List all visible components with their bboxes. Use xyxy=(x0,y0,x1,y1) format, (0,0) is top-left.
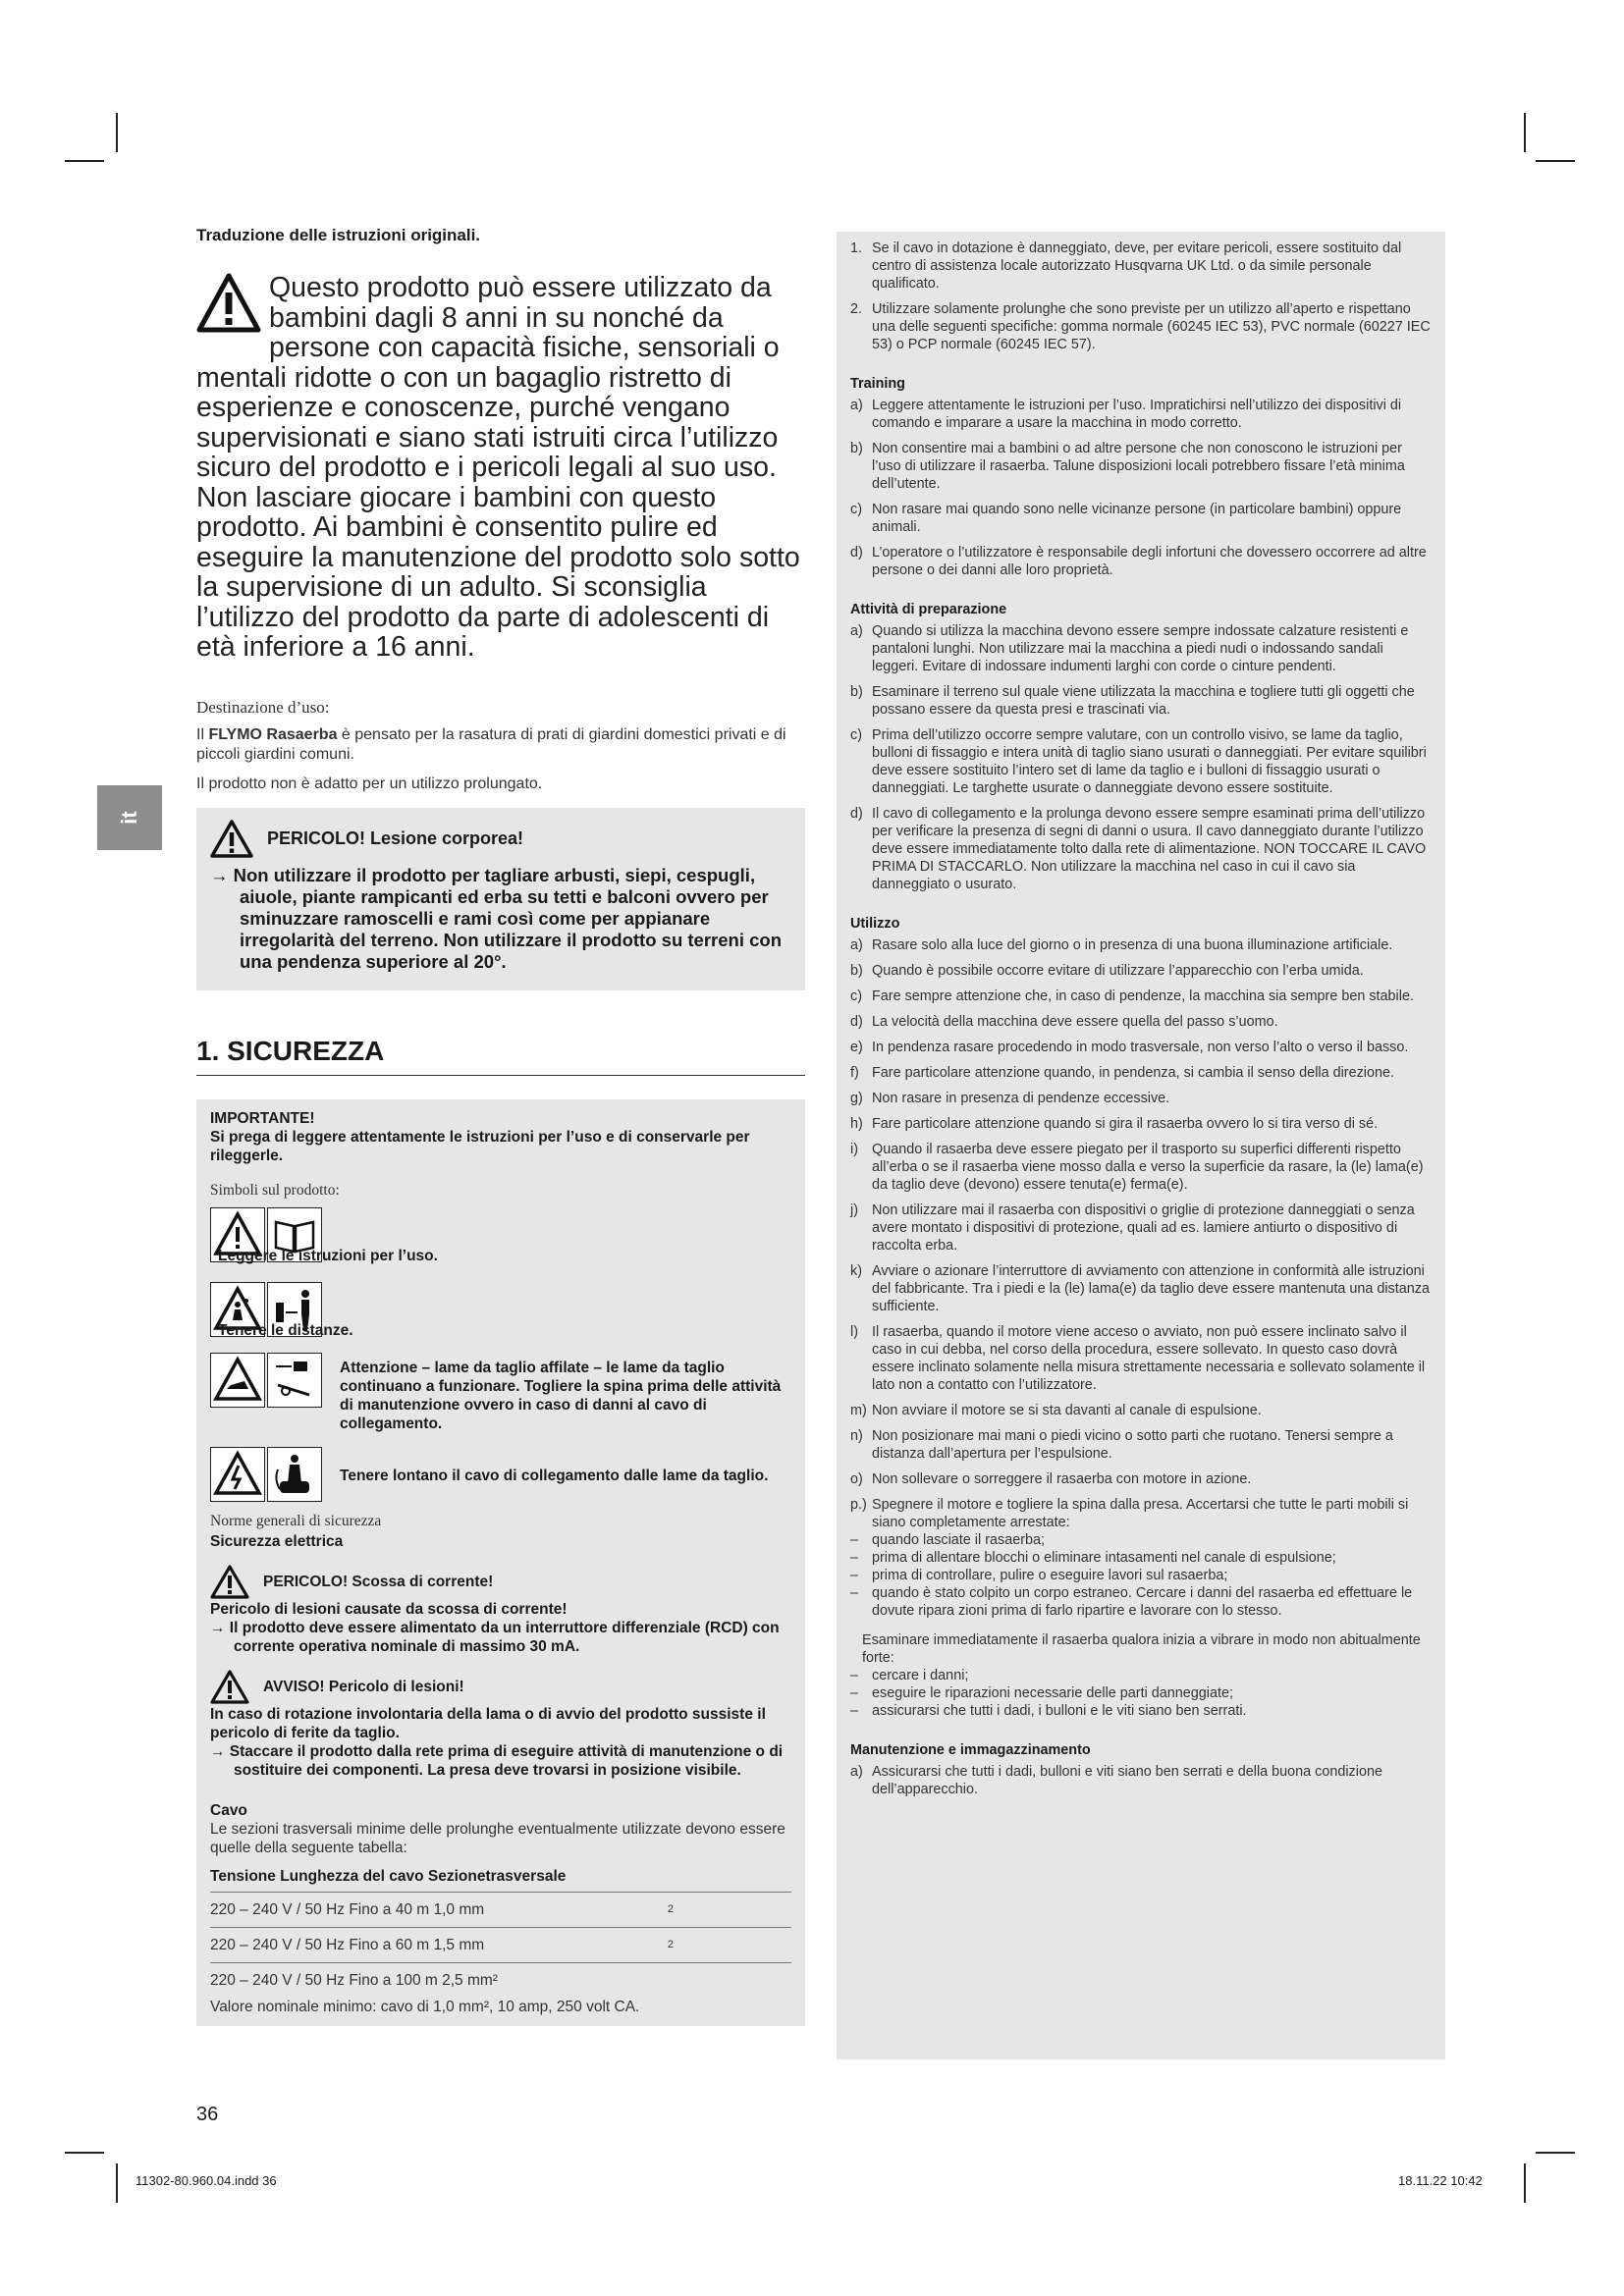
dash-item xyxy=(850,1702,1432,1720)
warning-paragraph: Questo prodotto può essere utilizzato da bambini dagli 8 anni in su nonché da persone con capacità fisiche, sensoriali o mentali ridotte o con un bagaglio ristretto di esperienze e conoscenze, purché vengano supervisionati e siano stati istruiti circa l’utilizzo sicuro del prodotto e i pericoli legali al suo uso. Non lasciare giocare i bambini con questo prodotto. Ai bambini è consentito pulire ed eseguire la manutenzione del prodotto solo sotto la supervisione di un adulto. Si sconsiglia l’utilizzo del prodotto da parte di adolescenti di età inferiore a 16 anni. xyxy=(196,272,800,663)
list-label: f) xyxy=(850,1065,859,1081)
list-label: a) xyxy=(850,398,863,413)
dash-text: eseguire le riparazioni necessarie delle parti danneggiate; xyxy=(872,1685,1233,1701)
list-text: Il cavo di collegamento e la prolunga devono essere sempre esaminati prima dell’utilizzo per verificare la presenza di segni di danni o usura. Il cavo danneggiato durante l’utilizzo deve essere immediatamente tolto dalla rete di alimentazione. NON TOCCARE IL CAVO PRIMA DI STACCARLO. Non utilizzare la macchina nel caso in cui il cavo sia danneggiato o usurato. xyxy=(872,806,1427,892)
list-label: b) xyxy=(850,684,863,700)
warning-triangle-icon xyxy=(210,820,253,859)
list-label: e) xyxy=(850,1040,863,1055)
preparation-heading: Attività di preparazione xyxy=(850,602,1007,617)
table-row xyxy=(210,1893,791,1928)
cable-text: Le sezioni trasversali minime delle prolunghe eventualmente utilizzate devono essere quelle della seguente tabella: xyxy=(210,1820,785,1856)
list-item xyxy=(850,544,1432,579)
list-text: Avviare o azionare l’interruttore di avviamento con attenzione in conformità alle istruzioni del fabbricante. Tra i piedi e la (le) lama(e) da taglio deve essere mantenuta una distanza sufficiente. xyxy=(872,1263,1430,1314)
symbol-row xyxy=(210,1282,791,1345)
list-label: b) xyxy=(850,963,863,979)
danger-heading: PERICOLO! Lesione corporea! xyxy=(267,828,524,848)
list-item xyxy=(850,683,1432,719)
danger-box xyxy=(196,808,805,990)
symbol-text: Leggere le istruzioni per l’uso. xyxy=(218,1247,438,1264)
footer-date: 18.11.22 10:42 xyxy=(1398,2173,1483,2188)
list-item xyxy=(850,936,1432,954)
destination-line2: Il prodotto non è adatto per un utilizzo prolungato. xyxy=(196,774,543,792)
dash-marker: – xyxy=(850,1585,859,1601)
crop-mark xyxy=(65,2152,104,2154)
list-text: Fare sempre attenzione che, in caso di pendenze, la macchina sia sempre ben stabile. xyxy=(872,988,1414,1004)
footer-file-name: 11302-80.960.04.indd 36 xyxy=(135,2173,277,2188)
list-item xyxy=(850,501,1432,536)
list-text: Quando si utilizza la macchina devono essere sempre indossate calzature resistenti e pantaloni lunghi. Non utilizzare mai la macchina a piedi nudi o indossando sandali leggeri. Evitare di indossare indumenti larghi con corde o cinture pendenti. xyxy=(872,623,1409,674)
list-label: o) xyxy=(850,1471,863,1487)
list-item xyxy=(850,1201,1432,1255)
electrical-safety-heading: Sicurezza elettrica xyxy=(210,1532,344,1550)
list-item xyxy=(850,1013,1432,1031)
crop-mark xyxy=(1524,113,1526,152)
list-item xyxy=(850,1115,1432,1133)
list-text: Il rasaerba, quando il motore viene acceso o avviato, non può essere inclinato salvo il caso in cui debba, nel corso della procedura, essere sollevato. In questo caso dovrà essere inclinato solamente nella misura strettamente necessaria e sollevato solamente il lato non a contatto con l’utilizzatore. xyxy=(872,1324,1426,1393)
list-label: d) xyxy=(850,806,863,822)
dash-item xyxy=(850,1549,1432,1567)
list-label: d) xyxy=(850,545,863,561)
table-row xyxy=(210,1928,791,1963)
list-text: L’operatore o l’utilizzatore è responsabile degli infortuni che dovessero occorrere ad altre persone o dei danni alle loro proprietà. xyxy=(872,545,1427,578)
left-column xyxy=(196,226,805,2026)
dash-marker: – xyxy=(850,1668,859,1683)
list-item xyxy=(850,1763,1432,1798)
list-item xyxy=(850,1427,1432,1463)
list-label: a) xyxy=(850,623,863,639)
warning-paragraph-block xyxy=(196,273,805,663)
warning-triangle-icon xyxy=(196,273,261,334)
general-safety-heading: Norme generali di sicurezza xyxy=(210,1512,382,1529)
list-text: Non consentire mai a bambini o ad altre persone che non conoscono le istruzioni per l’uso di utilizzare il rasaerba. Talune disposizioni locali potrebbero fissare l’età minima dell’utente. xyxy=(872,441,1405,492)
table-cell: 220 – 240 V / 50 Hz Fino a 100 m 2,5 mm² xyxy=(210,1971,498,1989)
dash-marker: – xyxy=(850,1685,859,1701)
cable-table xyxy=(210,1867,791,1998)
language-tab-label: it xyxy=(117,811,141,825)
shock-danger-heading: PERICOLO! Scossa di corrente! xyxy=(263,1574,494,1590)
list-item xyxy=(850,1402,1432,1419)
dash-text: prima di controllare, pulire o eseguire lavori sul rasaerba; xyxy=(872,1568,1228,1583)
list-item xyxy=(850,240,1432,293)
list-item xyxy=(850,1039,1432,1056)
list-label: d) xyxy=(850,1014,863,1030)
table-cell: 220 – 240 V / 50 Hz Fino a 60 m 1,5 mm xyxy=(210,1936,485,1953)
list-text: Non posizionare mai mani o piedi vicino o sotto parti che ruotano. Tenersi sempre a distanza dall’apertura per l’espulsione. xyxy=(872,1428,1393,1462)
injury-warning-instruction: → Staccare il prodotto dalla rete prima di eseguire attività di manutenzione o di sostituire dei componenti. La presa deve trovarsi in posizione visibile. xyxy=(210,1742,784,1779)
list-item xyxy=(850,962,1432,980)
dash-text: prima di allentare blocchi o eliminare intasamenti nel canale di espulsione; xyxy=(872,1550,1336,1566)
list-text: Non utilizzare mai il rasaerba con dispositivi o griglie di protezione danneggiati o senza avere montato i dispositivi di protezione, quali ad es. lamiere antiurto o dispositivo di raccolta erba. xyxy=(872,1202,1415,1254)
crop-mark xyxy=(1524,2163,1526,2203)
cable-away-from-blades-icon xyxy=(267,1447,322,1502)
list-text: Non avviare il motore se si sta davanti al canale di espulsione. xyxy=(872,1403,1262,1418)
list-label: j) xyxy=(850,1202,858,1218)
list-item xyxy=(850,1141,1432,1194)
list-label: c) xyxy=(850,727,862,743)
symbol-text: Tenere le distanze. xyxy=(218,1321,353,1339)
dash-text: quando è stato colpito un corpo estraneo. Cercare i danni del rasaerba ed effettuare le dovute ripara zioni prima di farlo ripartire e lavorare con lo stesso. xyxy=(872,1585,1413,1619)
symbol-row xyxy=(210,1447,791,1502)
translation-note: Traduzione delle istruzioni originali. xyxy=(196,226,481,244)
dash-marker: – xyxy=(850,1568,859,1583)
right-column xyxy=(837,232,1445,2059)
usage-heading: Utilizzo xyxy=(850,916,900,932)
dash-item xyxy=(850,1667,1432,1684)
list-text: Fare particolare attenzione quando, in pendenza, si cambia il senso della direzione. xyxy=(872,1065,1394,1081)
list-text: Quando è possibile occorre evitare di utilizzare l’apparecchio con l’erba umida. xyxy=(872,963,1364,979)
list-text: Assicurarsi che tutti i dadi, bulloni e viti siano ben serrati e della buona condizione dell’apparecchio. xyxy=(872,1764,1382,1797)
list-item xyxy=(850,1064,1432,1082)
destination-heading: Destinazione d’uso: xyxy=(196,697,330,717)
list-item xyxy=(850,440,1432,493)
list-item xyxy=(850,1262,1432,1315)
injury-warning-heading: AVVISO! Pericolo di lesioni! xyxy=(263,1679,464,1695)
important-text: Si prega di leggere attentamente le istruzioni per l’uso e di conservarle per rileggerle. xyxy=(210,1128,750,1164)
destination-text xyxy=(196,725,805,765)
list-item xyxy=(850,1470,1432,1488)
list-text: Leggere attentamente le istruzioni per l’uso. Impratichirsi nell’utilizzo dei dispositivi di comando e imparare a usare la macchina in modo corretto. xyxy=(872,398,1402,431)
danger-heading-row xyxy=(210,820,791,859)
list-text: Rasare solo alla luce del giorno o in presenza di una buona illuminazione artificiale. xyxy=(872,937,1393,953)
training-heading: Training xyxy=(850,376,905,392)
dash-item xyxy=(850,1567,1432,1584)
list-label: l) xyxy=(850,1324,858,1340)
language-tab xyxy=(97,785,162,850)
dash-text: cercare i danni; xyxy=(872,1668,969,1683)
shock-danger-instruction: → Il prodotto deve essere alimentato da un interruttore differenziale (RCD) con corrente operativa nominale di massimo 30 mA. xyxy=(210,1619,780,1655)
destination-prefix: Il xyxy=(196,725,209,743)
cable-table-header: Tensione Lunghezza del cavo Sezionetrasversale xyxy=(210,1867,791,1893)
list-text: Spegnere il motore e togliere la spina dalla presa. Accertarsi che tutte le parti mobili si siano completamente arrestate: xyxy=(872,1497,1409,1530)
list-label: n) xyxy=(850,1428,863,1444)
list-label: c) xyxy=(850,502,862,517)
injury-warning-text: In caso di rotazione involontaria della lama o di avvio del prodotto sussiste il pericolo di ferite da taglio. xyxy=(210,1705,766,1741)
crop-mark xyxy=(1536,160,1575,162)
injury-warning-heading-row xyxy=(210,1670,791,1705)
maintenance-heading: Manutenzione e immagazzinamento xyxy=(850,1742,1091,1758)
symbol-row xyxy=(210,1207,791,1274)
blade-warning-icon xyxy=(210,1353,265,1408)
list-item xyxy=(850,622,1432,675)
list-text: Utilizzare solamente prolunghe che sono previste per un utilizzo all’aperto e rispettano una delle seguenti specifiche: gomma normale (60245 IEC 53), PVC normale (60227 IEC 53) o PCP normale (60245 IEC 57). xyxy=(872,301,1431,352)
list-label: a) xyxy=(850,937,863,953)
table-cell: 220 – 240 V / 50 Hz Fino a 40 m 1,0 mm xyxy=(210,1900,485,1918)
page-number: 36 xyxy=(196,2104,219,2125)
warning-triangle-icon xyxy=(210,1670,249,1705)
list-label: c) xyxy=(850,988,862,1004)
crop-mark xyxy=(116,2163,118,2203)
brand-name: FLYMO Rasaerba xyxy=(208,725,338,743)
symbols-heading: Simboli sul prodotto: xyxy=(210,1181,340,1199)
cable-note: Valore nominale minimo: cavo di 1,0 mm², 10 amp, 250 volt CA. xyxy=(210,1998,640,2015)
list-item xyxy=(850,988,1432,1005)
warning-triangle-icon xyxy=(210,1565,249,1600)
list-item xyxy=(850,805,1432,893)
list-text: Prima dell’utilizzo occorre sempre valutare, con un controllo visivo, se lame da taglio, bulloni di fissaggio e intera unità di taglio siano usurati o danneggiati. Per evitare squilibri deve essere sostituito l’intero set di lame da taglio e i bulloni di fissaggio usurati o danneggiati. Le targhette usurate o danneggiate devono essere sostituite. xyxy=(872,727,1427,796)
crop-mark xyxy=(1536,2152,1575,2154)
list-label: b) xyxy=(850,441,863,456)
dash-text: assicurarsi che tutti i dadi, i bulloni e le viti siano ben serrati. xyxy=(872,1703,1247,1719)
list-text: Quando il rasaerba deve essere piegato per il trasporto su superfici differenti rispetto all’erba o se il rasaerba viene mosso dalla e verso la superficie da rasare, la (le) lama(e) da taglio deve (devono) essere tenuta(e) ferma(e). xyxy=(872,1142,1424,1193)
shock-danger-text: Pericolo di lesioni causate da scossa di corrente! xyxy=(210,1600,568,1618)
list-label: 2. xyxy=(850,301,863,317)
list-text: Se il cavo in dotazione è danneggiato, deve, per evitare pericoli, essere sostituito dal centro di assistenza locale autorizzato Husqvarna UK Ltd. o da simile personale qualificato. xyxy=(872,240,1402,292)
list-text: La velocità della macchina deve essere quella del passo s’uomo. xyxy=(872,1014,1278,1030)
unplug-before-maintenance-icon xyxy=(267,1353,322,1408)
dash-item xyxy=(850,1584,1432,1620)
electric-warning-icon xyxy=(210,1447,265,1502)
list-label: g) xyxy=(850,1091,863,1106)
list-label: p.) xyxy=(850,1497,867,1513)
list-item xyxy=(850,1496,1432,1531)
list-text: Fare particolare attenzione quando si gira il rasaerba ovvero lo si tira verso di sé. xyxy=(872,1116,1379,1132)
crop-mark xyxy=(116,113,118,152)
list-text: In pendenza rasare procedendo in modo trasversale, non verso l’alto o verso il basso. xyxy=(872,1040,1409,1055)
dash-text: quando lasciate il rasaerba; xyxy=(872,1532,1045,1548)
cable-heading: Cavo xyxy=(210,1801,247,1819)
table-superscript: 2 xyxy=(667,1902,674,1915)
list-item xyxy=(850,1090,1432,1107)
table-superscript: 2 xyxy=(667,1938,674,1950)
list-text: Non rasare mai quando sono nelle vicinanze persone (in particolare bambini) oppure animali. xyxy=(872,502,1402,535)
important-heading: IMPORTANTE! xyxy=(210,1109,315,1127)
section-title: 1. SICUREZZA xyxy=(196,1036,805,1076)
list-item xyxy=(850,397,1432,432)
list-label: 1. xyxy=(850,240,863,256)
list-text: Non sollevare o sorreggere il rasaerba con motore in azione. xyxy=(872,1471,1252,1487)
list-item xyxy=(850,300,1432,353)
dash-marker: – xyxy=(850,1550,859,1566)
shock-danger-heading-row xyxy=(210,1565,791,1600)
list-label: k) xyxy=(850,1263,862,1279)
dash-marker: – xyxy=(850,1532,859,1548)
danger-text: → Non utilizzare il prodotto per tagliare arbusti, siepi, cespugli, aiuole, piante rampicanti ed erba su tetti e balconi ovvero per sminuzzare ramoscelli e rami così come per appianare irregolarità del terreno. Non utilizzare il prodotto su terreni con una pendenza superiore al 20°. xyxy=(210,864,782,972)
dash-marker: – xyxy=(850,1703,859,1719)
vibration-text: Esaminare immediatamente il rasaerba qualora inizia a vibrare in modo non abitualmente forte: xyxy=(862,1632,1421,1666)
list-item xyxy=(850,726,1432,797)
symbol-row xyxy=(210,1353,791,1433)
destination-rest: è pensato per la rasatura di prati di giardini domestici privati e di piccoli giardini comuni. xyxy=(196,725,786,763)
list-text: Non rasare in presenza di pendenze eccessive. xyxy=(872,1091,1170,1106)
list-label: a) xyxy=(850,1764,863,1780)
dash-item xyxy=(850,1684,1432,1702)
symbol-text: Tenere lontano il cavo di collegamento dalle lame da taglio. xyxy=(340,1467,769,1484)
list-label: m) xyxy=(850,1403,867,1418)
symbol-text: Attenzione – lame da taglio affilate – le lame da taglio continuano a funzionare. Togliere la spina prima delle attività di manutenzione ovvero in caso di danni al cavo di collegamento. xyxy=(340,1359,782,1432)
list-item xyxy=(850,1323,1432,1394)
safety-box xyxy=(196,1099,805,2026)
list-text: Esaminare il terreno sul quale viene utilizzata la macchina e togliere tutti gli oggetti che possano essere da questa presi e trascinati via. xyxy=(872,684,1415,718)
list-label: i) xyxy=(850,1142,858,1157)
list-label: h) xyxy=(850,1116,863,1132)
table-row xyxy=(210,1963,791,1998)
dash-item xyxy=(850,1531,1432,1549)
crop-mark xyxy=(65,160,104,162)
